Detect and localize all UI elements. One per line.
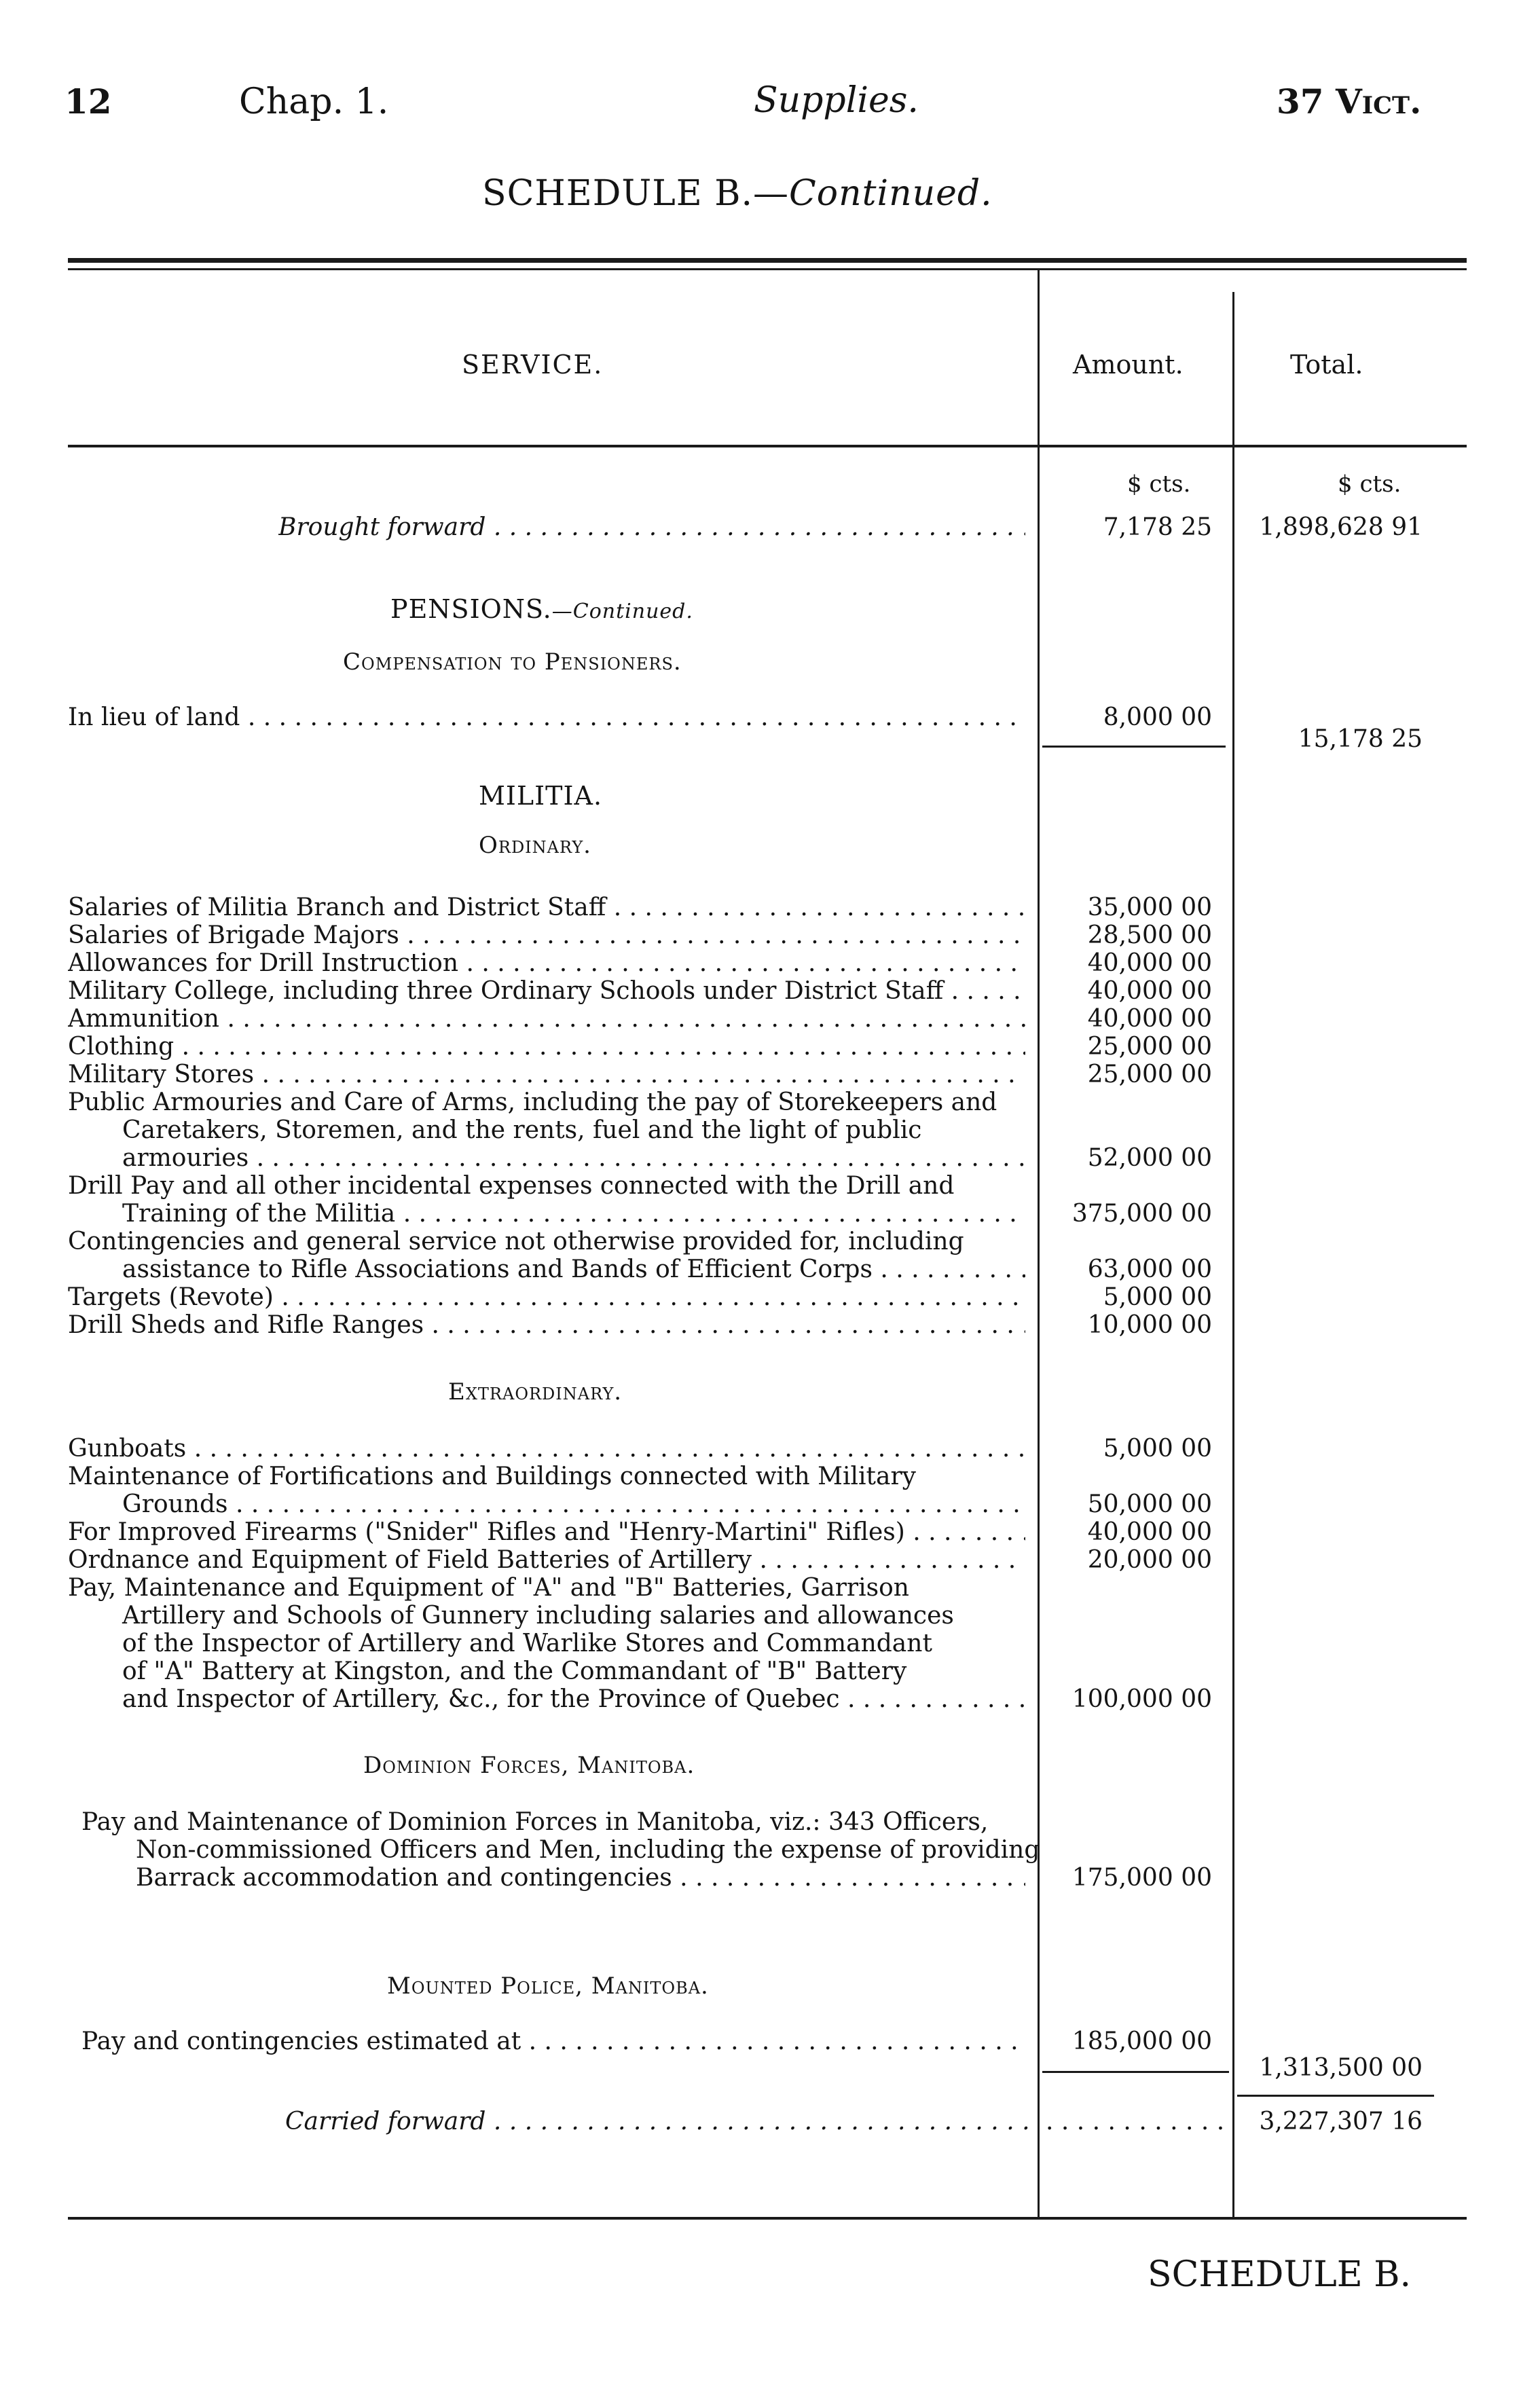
ordinary-item-label: Ammunition . . . — [68, 1005, 1025, 1033]
pensions-item-amount: 8,000 00 — [1103, 703, 1212, 731]
militia-heading: MILITIA. — [479, 781, 603, 811]
ordinary-item-label: armouries . . . — [68, 1144, 1025, 1172]
running-title: Supplies. — [754, 80, 919, 121]
ordinary-item-label: Military Stores . . . — [68, 1061, 1025, 1088]
extraordinary-item-label: Grounds . . . — [68, 1490, 1025, 1518]
schedule-title-continued: Continued. — [789, 173, 993, 214]
ordinary-item-label: Training of the Militia . . . — [68, 1200, 1025, 1228]
ordinary-item-label: Military College, including three Ordinary Schools under District Staff . . . — [68, 977, 1025, 1005]
mounted-police-heading: Mounted Police, Manitoba. — [387, 1972, 709, 2000]
chapter-label: Chap. 1. — [239, 81, 389, 122]
extraordinary-item-label: of "A" Battery at Kingston, and the Commandant of "B" Battery — [122, 1657, 907, 1685]
ordinary-item-label: assistance to Rifle Associations and Bands of Efficient Corps . . . — [68, 1255, 1025, 1283]
carried-forward-amount-dots — [1046, 2108, 1226, 2135]
ordinary-item-amount: 35,000 00 — [1087, 894, 1212, 921]
dominion-forces-amount: 175,000 00 — [1071, 1864, 1212, 1892]
extraordinary-item-label: Artillery and Schools of Gunnery including salaries and allowances — [122, 1602, 954, 1630]
ordinary-item-amount: 52,000 00 — [1087, 1144, 1212, 1172]
ordinary-item-label: Public Armouries and Care of Arms, including the pay of Storekeepers and — [68, 1088, 997, 1116]
pensions-item-label: In lieu of land . . . — [68, 703, 1025, 731]
ordinary-item-label: Drill Sheds and Rifle Ranges . . . — [68, 1311, 1025, 1339]
ordinary-item-amount: 40,000 00 — [1087, 949, 1212, 977]
dominion-forces-label: Barrack accommodation and contingencies . . . — [81, 1864, 1025, 1892]
militia-sum-rule — [1042, 2071, 1229, 2073]
column-header-amount: Amount. — [1073, 350, 1184, 380]
pensions-heading: PENSIONS.—Continued. — [390, 594, 693, 624]
extraordinary-item-label: For Improved Firearms ("Snider" Rifles and "Henry-Martini" Rifles) . . . — [68, 1518, 1025, 1546]
ordinary-item-amount: 28,500 00 — [1087, 921, 1212, 949]
top-rule-thick — [68, 258, 1467, 263]
top-rule-thin — [68, 268, 1467, 270]
extraordinary-item-label: Pay, Maintenance and Equipment of "A" and "B" Batteries, Garrison — [68, 1574, 909, 1602]
extraordinary-item-label: Maintenance of Fortifications and Buildings connected with Military — [68, 1463, 916, 1490]
pensions-heading-suffix: —Continued. — [551, 600, 693, 623]
page-number: 12 — [65, 81, 112, 122]
column-rule-amount — [1038, 270, 1040, 2219]
total-sum-rule — [1237, 2095, 1434, 2097]
amount-units: $ cts. — [1127, 471, 1191, 498]
ordinary-item-label: Allowances for Drill Instruction . . . — [68, 949, 1025, 977]
column-header-service: SERVICE. — [462, 350, 604, 380]
bottom-rule — [68, 2217, 1467, 2220]
dominion-forces-label: Non-commissioned Officers and Men, including the expense of providing — [136, 1836, 1040, 1864]
ordinary-item-amount: 63,000 00 — [1087, 1255, 1212, 1283]
ordinary-item-amount: 25,000 00 — [1087, 1033, 1212, 1061]
footer-catchword: SCHEDULE B. — [1148, 2254, 1411, 2295]
header-rule — [68, 445, 1467, 447]
schedule-title-main: SCHEDULE B.— — [482, 173, 789, 214]
brought-forward-total: 1,898,628 91 — [1259, 513, 1423, 541]
extraordinary-item-amount: 5,000 00 — [1103, 1435, 1212, 1463]
extraordinary-item-label: Gunboats . . . — [68, 1435, 1025, 1463]
extraordinary-item-label: of the Inspector of Artillery and Warlike Stores and Commandant — [122, 1630, 932, 1657]
extraordinary-item-label: Ordnance and Equipment of Field Batteries of Artillery . . . — [68, 1546, 1025, 1574]
dominion-forces-heading: Dominion Forces, Manitoba. — [363, 1752, 695, 1779]
ordinary-item-label: Salaries of Militia Branch and District Staff . . . — [68, 894, 1025, 921]
ordinary-item-label: Caretakers, Storemen, and the rents, fuel and the light of public — [122, 1116, 922, 1144]
column-header-total: Total. — [1290, 350, 1363, 380]
ordinary-item-amount: 5,000 00 — [1103, 1283, 1212, 1311]
extraordinary-item-amount: 50,000 00 — [1087, 1490, 1212, 1518]
ordinary-item-label: Drill Pay and all other incidental expenses connected with the Drill and — [68, 1172, 955, 1200]
ordinary-item-amount: 25,000 00 — [1087, 1061, 1212, 1088]
ordinary-item-amount: 10,000 00 — [1087, 1311, 1212, 1339]
carried-forward-label: Carried forward . . . — [285, 2108, 1032, 2135]
militia-ordinary-heading: Ordinary. — [479, 832, 591, 859]
pensions-total: 15,178 25 — [1298, 725, 1423, 753]
extraordinary-item-amount: 40,000 00 — [1087, 1518, 1212, 1546]
mounted-police-label: Pay and contingencies estimated at . . . — [81, 2027, 1025, 2055]
column-rule-total — [1232, 292, 1234, 2219]
ordinary-item-label: Targets (Revote) . . . — [68, 1283, 1025, 1311]
brought-forward-label: Brought forward . . . — [278, 513, 1025, 541]
dominion-forces-label: Pay and Maintenance of Dominion Forces in Manitoba, viz.: 343 Officers, — [81, 1808, 989, 1836]
ordinary-item-label: Contingencies and general service not otherwise provided for, including — [68, 1228, 964, 1255]
carried-forward-total: 3,227,307 16 — [1259, 2108, 1423, 2135]
extraordinary-item-amount: 20,000 00 — [1087, 1546, 1212, 1574]
pensions-subheading: Compensation to Pensioners. — [343, 648, 682, 676]
ordinary-item-amount: 375,000 00 — [1071, 1200, 1212, 1228]
ordinary-item-label: Clothing . . . — [68, 1033, 1025, 1061]
extraordinary-item-amount: 100,000 00 — [1071, 1685, 1212, 1713]
ordinary-item-amount: 40,000 00 — [1087, 977, 1212, 1005]
schedule-title — [482, 173, 993, 214]
regnal-year: 37 Vict. — [1277, 81, 1422, 122]
militia-extraordinary-heading: Extraordinary. — [448, 1378, 623, 1406]
total-units: $ cts. — [1338, 471, 1401, 498]
mounted-police-amount: 185,000 00 — [1071, 2027, 1212, 2055]
pensions-sum-rule — [1042, 746, 1226, 748]
militia-total: 1,313,500 00 — [1259, 2054, 1423, 2082]
extraordinary-item-label: and Inspector of Artillery, &c., for the Province of Quebec . . . — [68, 1685, 1025, 1713]
brought-forward-amount: 7,178 25 — [1103, 513, 1212, 541]
ordinary-item-label: Salaries of Brigade Majors . . . — [68, 921, 1025, 949]
ordinary-item-amount: 40,000 00 — [1087, 1005, 1212, 1033]
